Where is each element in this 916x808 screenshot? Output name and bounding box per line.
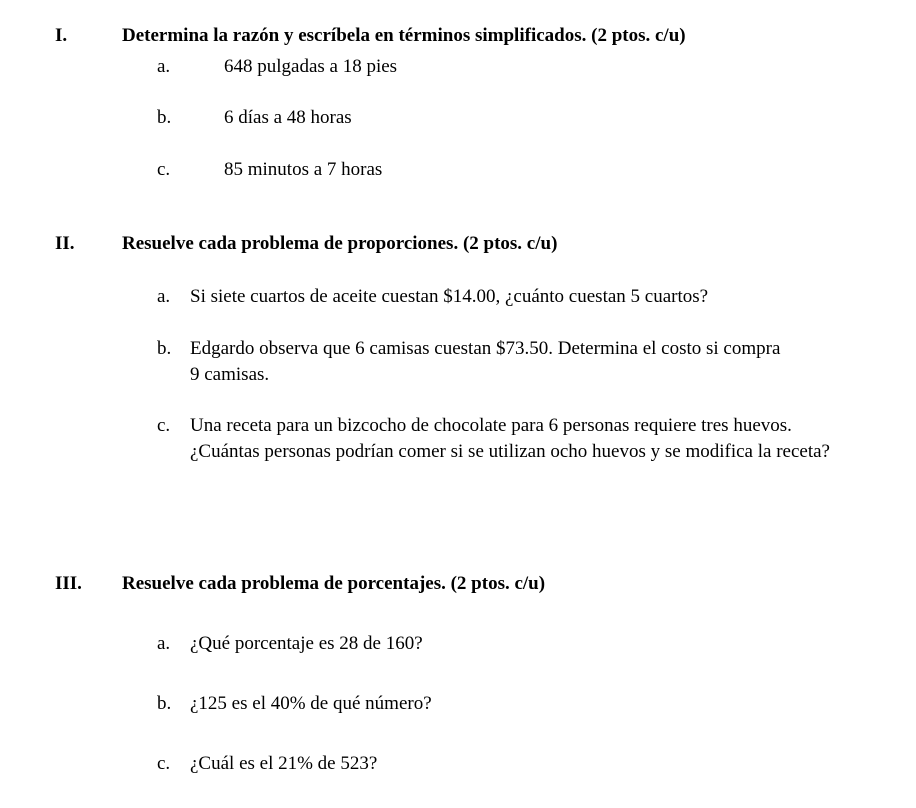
item-text: 85 minutos a 7 horas	[224, 159, 383, 180]
item-letter: b.	[157, 338, 172, 359]
item-text: ¿Cuál es el 21% de 523?	[190, 753, 378, 774]
item-text: ¿Qué porcentaje es 28 de 160?	[190, 633, 423, 654]
item-letter: a.	[157, 633, 171, 654]
section-heading: Determina la razón y escríbela en términos simplificados. (2 ptos. c/u)	[122, 25, 686, 46]
item-text-line: Edgardo observa que 6 camisas cuestan $73.50. Determina el costo si compra	[190, 338, 781, 359]
item-text: ¿125 es el 40% de qué número?	[190, 693, 432, 714]
item-letter: a.	[157, 286, 171, 307]
item-letter: b.	[157, 107, 172, 128]
item-text: Si siete cuartos de aceite cuestan $14.00, ¿cuánto cuestan 5 cuartos?	[190, 286, 709, 307]
item-text: Una receta para un bizcocho de chocolate para 6 personas requiere tres huevos. ¿Cuántas personas podrían comer si se utilizan ocho huevos y se modifica la receta?	[190, 415, 830, 462]
section-numeral: III.	[55, 573, 82, 594]
item-text: 648 pulgadas a 18 pies	[224, 56, 398, 77]
section-numeral: I.	[55, 25, 68, 46]
section-heading: Resuelve cada problema de proporciones. (2 ptos. c/u)	[122, 233, 558, 254]
section-heading: Resuelve cada problema de porcentajes. (2 ptos. c/u)	[122, 573, 546, 594]
item-letter: a.	[157, 56, 171, 77]
item-letter: b.	[157, 693, 172, 714]
item-letter: c.	[157, 753, 171, 774]
item-text: 6 días a 48 horas	[224, 107, 352, 128]
section-numeral: II.	[55, 233, 75, 254]
item-text-line: 9 camisas.	[190, 364, 270, 385]
item-letter: c.	[157, 159, 171, 180]
item-letter: c.	[157, 415, 171, 436]
